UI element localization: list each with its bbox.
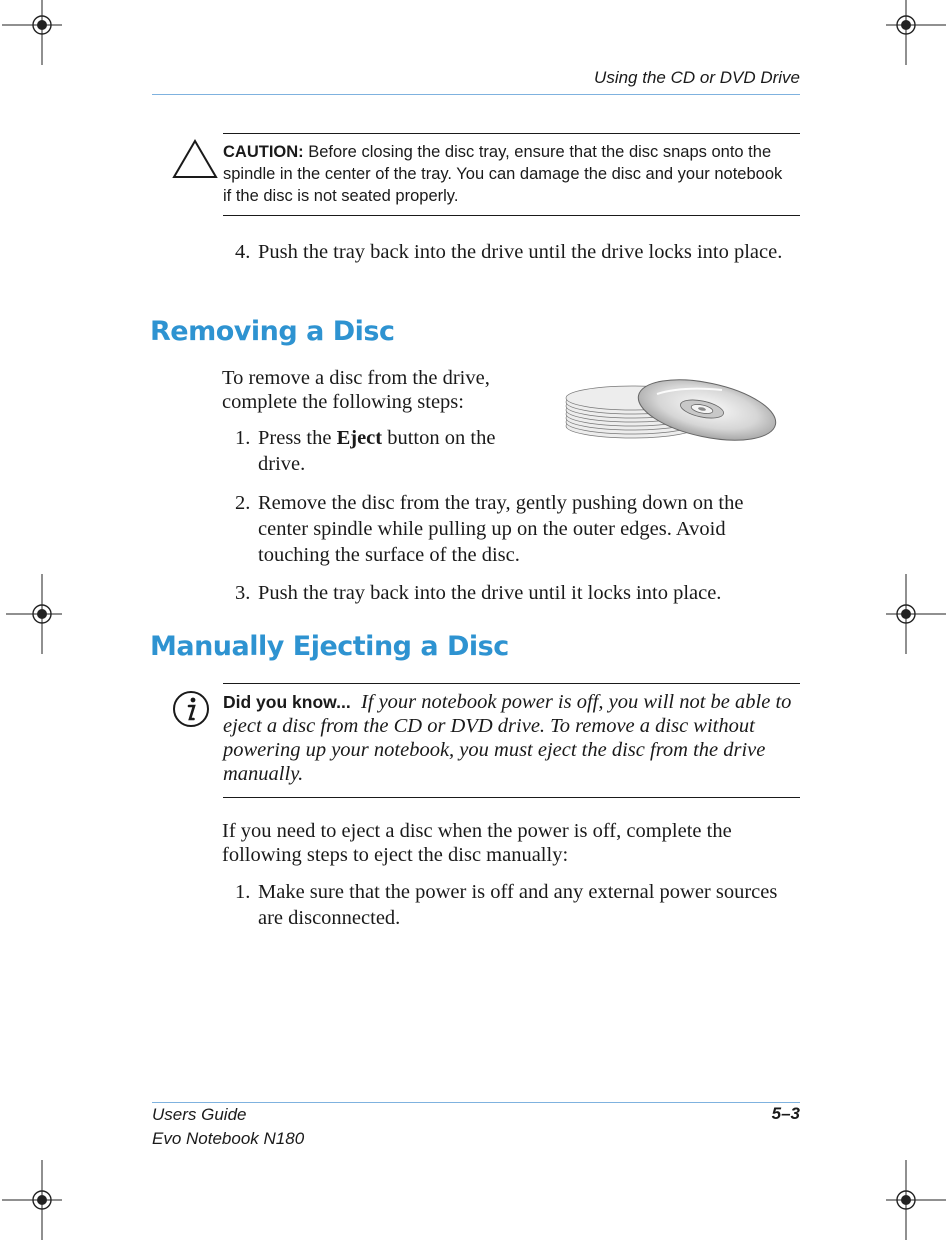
list-item xyxy=(222,580,797,606)
section-heading: Manually Ejecting a Disc xyxy=(150,631,509,662)
footer-guide-title: Users Guide xyxy=(152,1105,247,1124)
did-you-know-label: Did you know... xyxy=(223,692,351,712)
step-text: Push the tray back into the drive until it locks into place. xyxy=(258,582,722,604)
info-top-rule xyxy=(223,683,800,684)
step-number: 3. xyxy=(235,582,251,604)
info-bottom-rule xyxy=(223,797,800,798)
footer-rule xyxy=(152,1102,800,1103)
section-intro: If you need to eject a disc when the power is off, complete the following steps to eject the disc manually: xyxy=(222,820,732,866)
step-number: 1. xyxy=(235,881,251,903)
list-item xyxy=(222,879,782,931)
running-header: Using the CD or DVD Drive xyxy=(594,68,800,87)
registration-mark-icon xyxy=(866,0,946,65)
registration-mark-icon xyxy=(866,574,946,654)
section-heading: Removing a Disc xyxy=(150,316,395,347)
registration-mark-icon xyxy=(866,1160,946,1240)
step-number: 2. xyxy=(235,492,251,514)
did-you-know-note xyxy=(223,690,803,786)
caution-bottom-rule xyxy=(223,215,800,216)
caution-body: Before closing the disc tray, ensure that the disc snaps onto the spindle in the center of the tray. You can damage the disc and your notebook if the disc is not seated properly. xyxy=(223,143,783,205)
footer-model: Evo Notebook N180 xyxy=(152,1129,305,1148)
registration-mark-icon xyxy=(2,1160,82,1240)
step-text: Press the xyxy=(258,427,337,449)
registration-mark-icon xyxy=(2,0,82,65)
step-number: 1. xyxy=(235,427,251,449)
registration-mark-icon xyxy=(2,574,82,654)
section-intro: To remove a disc from the drive, complete the following steps: xyxy=(222,367,490,413)
warning-triangle-icon xyxy=(172,139,218,179)
caution-label: CAUTION: xyxy=(223,143,304,161)
list-item xyxy=(222,425,522,477)
step-text: Make sure that the power is off and any external power sources are disconnected. xyxy=(258,881,778,929)
page-number: 5–3 xyxy=(771,1104,800,1123)
step-number: 4. xyxy=(235,241,251,263)
step-text: Remove the disc from the tray, gently pushing down on the center spindle while pulling up on the outer edges. Avoid touching the surface of the disc. xyxy=(258,492,744,566)
caution-top-rule xyxy=(223,133,800,134)
info-i-icon xyxy=(172,690,210,728)
list-item xyxy=(222,490,797,568)
list-item xyxy=(222,239,792,265)
eject-button-label: Eject xyxy=(336,427,383,449)
step-text: Push the tray back into the drive until the drive locks into place. xyxy=(258,241,783,263)
did-you-know-body: If your notebook power is off, you will not be able to eject a disc from the CD or DVD drive. To remove a disc without powering up your notebook, you must eject the disc from the drive manually. xyxy=(223,691,792,785)
disc-stack-illustration xyxy=(562,376,782,448)
step-text: button on the drive. xyxy=(258,427,496,475)
header-rule xyxy=(152,94,800,95)
caution-note xyxy=(223,141,783,207)
